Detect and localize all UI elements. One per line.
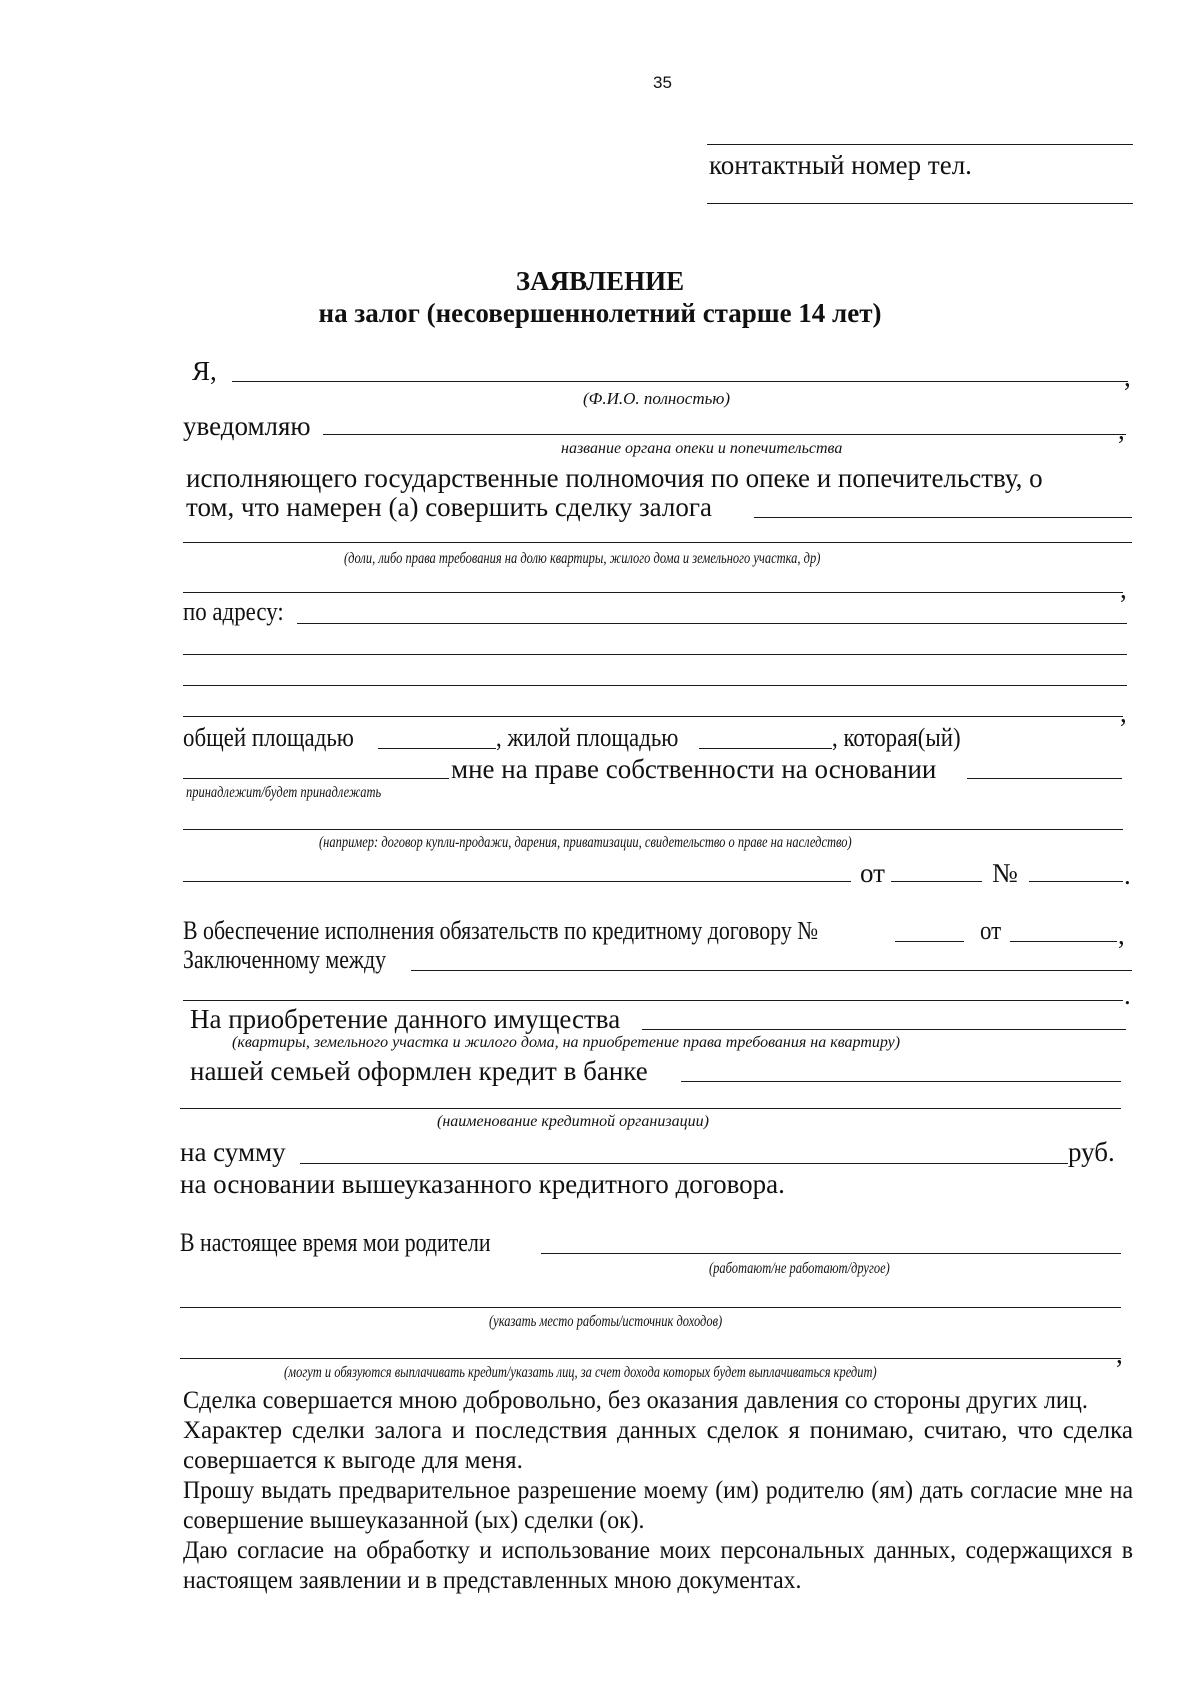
concluded-line-2[interactable]: [183, 1000, 1123, 1001]
deal-subject-line-1[interactable]: [754, 517, 1132, 518]
credit-contract-number-line[interactable]: [895, 941, 964, 942]
acquisition-text: На приобретение данного имущества: [190, 1004, 621, 1034]
statement-understanding: Характер сделки залога и последствия данных сделок я понимаю, считаю, что сделка совершается к выгоде для меня.: [183, 1417, 1133, 1474]
basis-hint: (например: договор купли-продажи, дарения, приватизации, свидетельство о праве на наследство): [319, 834, 852, 851]
parents-text: В настоящее время мои родители: [180, 1228, 491, 1257]
ya-label: Я,: [192, 356, 217, 386]
bank-line-1[interactable]: [681, 1081, 1121, 1082]
amount-label: на сумму: [180, 1137, 286, 1167]
contact-phone-line[interactable]: [707, 203, 1133, 204]
parents-status-line[interactable]: [541, 1253, 1121, 1254]
document-line[interactable]: [183, 881, 851, 882]
organ-comma: ,: [1118, 415, 1125, 445]
acquisition-line[interactable]: [642, 1029, 1126, 1030]
deal-subject-line-2[interactable]: [183, 542, 1132, 543]
income-hint: (указать место работы/источник доходов): [489, 1313, 723, 1330]
concluded-label: Заключенному между: [183, 945, 387, 974]
repay-comma: ,: [1116, 1339, 1123, 1369]
belongs-hint: принадлежит/будет принадлежать: [186, 784, 382, 801]
concluded-line-1[interactable]: [411, 970, 1132, 971]
address-line-3[interactable]: [183, 685, 1127, 686]
document-from-label: от: [860, 858, 885, 888]
total-area-label: общей площадью: [183, 723, 354, 752]
statement-request: Прошу выдать предварительное разрешение моему (им) родителю (ям) дать согласие мне на совершение вышеуказанной (ых) сделки (ок).: [183, 1477, 1133, 1534]
contact-top-line: [707, 144, 1133, 145]
work-hint: (работают/не работают/другое): [709, 1260, 890, 1277]
fio-comma: ,: [1124, 362, 1131, 392]
credit-text: нашей семьей оформлен кредит в банке: [190, 1056, 648, 1086]
deal-subject-line-3[interactable]: [183, 592, 1123, 593]
document-number-sign: №: [992, 858, 1018, 888]
document-number-line[interactable]: [1029, 881, 1123, 882]
concluded-period: .: [1124, 980, 1131, 1010]
fio-hint: (Ф.И.О. полностью): [583, 389, 731, 408]
statement-consent: Даю согласие на обработку и использование моих персональных данных, содержащихся в настоящем заявлении и в представленных мною документах.: [183, 1537, 1133, 1594]
share-hint: (доли, либо права требования на долю квартиры, жилого дома и земельного участка, др): [344, 550, 821, 567]
ownership-text: мне на праве собственности на основании: [451, 754, 937, 784]
living-area-line[interactable]: [699, 748, 832, 749]
total-area-line[interactable]: [378, 748, 496, 749]
organ-text: исполняющего государственные полномочия по опеке и попечительству, о: [186, 463, 1043, 493]
address-line-2[interactable]: [183, 654, 1127, 655]
rub-label: руб.: [1068, 1137, 1115, 1167]
repay-line[interactable]: [180, 1358, 1121, 1359]
page-number: 35: [653, 73, 672, 92]
bank-line-2[interactable]: [180, 1108, 1121, 1109]
security-text: В обеспечение исполнения обязательств по кредитному договору №: [183, 916, 819, 945]
amount-line[interactable]: [300, 1163, 1068, 1164]
on-basis-text: на основании вышеуказанного кредитного договора.: [180, 1169, 785, 1199]
credit-contract-date-line[interactable]: [1010, 941, 1117, 942]
belongs-line[interactable]: [183, 778, 449, 779]
living-area-label: , жилой площадью: [496, 723, 679, 752]
income-line[interactable]: [180, 1307, 1121, 1308]
address-line-1[interactable]: [297, 623, 1127, 624]
security-from-label: от: [980, 916, 1002, 945]
contact-phone-label: контактный номер тел.: [709, 150, 972, 180]
organ-field-line[interactable]: [323, 434, 1126, 435]
security-comma: ,: [1118, 920, 1125, 950]
document-subtitle: на залог (несовершеннолетний старше 14 лет): [318, 298, 882, 328]
repay-hint: (могут и обязуются выплачивать кредит/указать лиц, за счет дохода которых будет выплачиваться кредит): [284, 1364, 877, 1381]
organ-hint: название органа опеки и попечительства: [561, 440, 843, 457]
which-label: , которая(ый): [832, 723, 961, 752]
document-period: .: [1124, 860, 1131, 890]
statement-voluntary: Сделка совершается мною добровольно, без оказания давления со стороны других лиц.: [183, 1387, 1088, 1414]
notify-label: уведомляю: [183, 411, 311, 441]
address-comma: ,: [1120, 698, 1127, 728]
document-title: ЗАЯВЛЕНИЕ: [515, 266, 685, 296]
address-label: по адресу:: [183, 597, 284, 626]
ownership-basis-line-1[interactable]: [967, 778, 1122, 779]
intent-text: том, что намерен (а) совершить сделку залога: [186, 492, 712, 522]
address-line-4[interactable]: [183, 716, 1123, 717]
bank-hint: (наименование кредитной организации): [437, 1113, 709, 1130]
property-hint: (квартиры, земельного участка и жилого дома, на приобретение права требования на квартиру): [232, 1034, 901, 1051]
document-date-line[interactable]: [891, 881, 982, 882]
deal-comma: ,: [1120, 574, 1127, 604]
ownership-basis-line-2[interactable]: [183, 829, 1123, 830]
fio-field-line[interactable]: [232, 381, 1128, 382]
